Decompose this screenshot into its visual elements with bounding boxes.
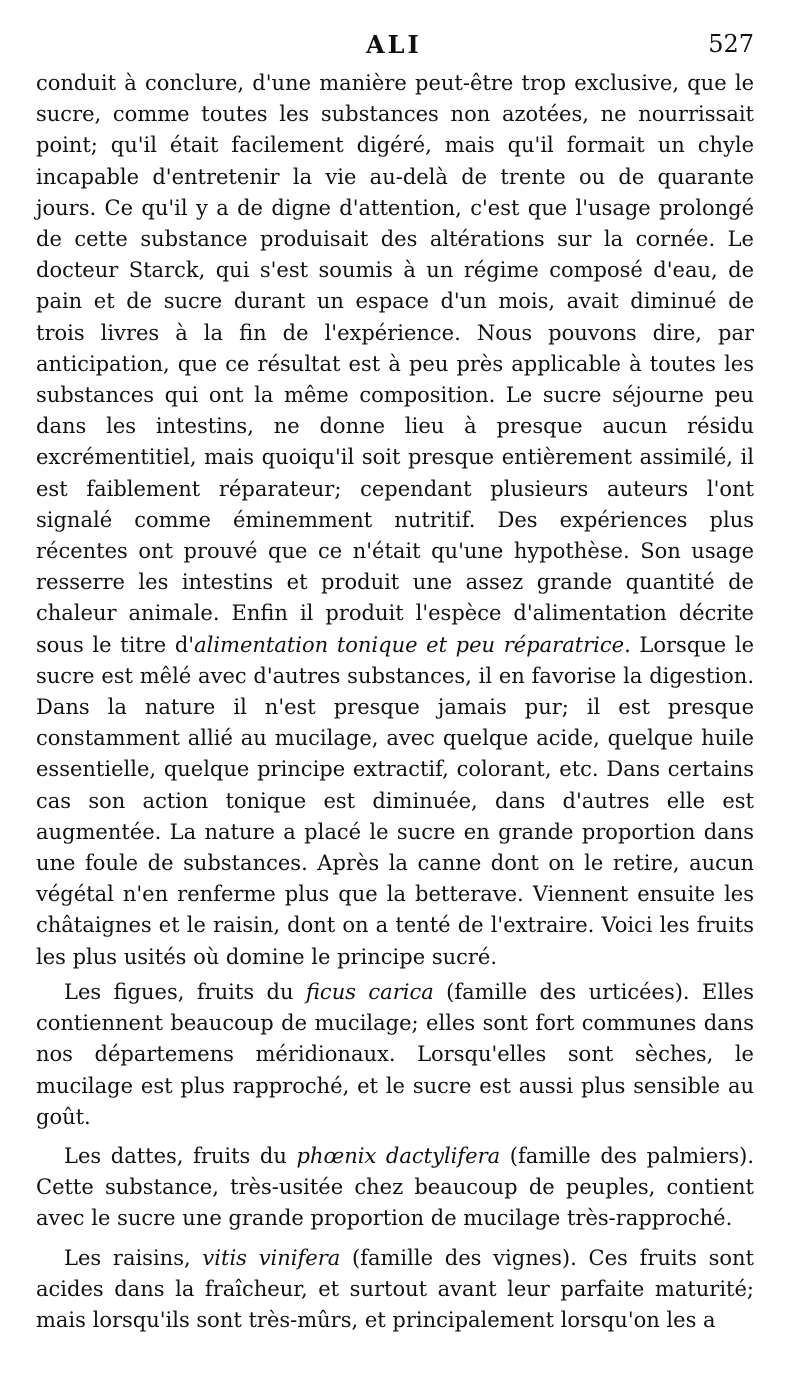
text-segment: Les raisins, <box>64 1245 203 1270</box>
latin-name: vitis vinifera <box>202 1245 341 1270</box>
paragraph-dattes <box>36 1141 754 1235</box>
text-segment: Les figues, fruits du <box>64 979 306 1004</box>
paragraph-figues <box>36 977 754 1133</box>
page-header <box>36 30 754 68</box>
body-text <box>36 68 754 1336</box>
page-number: 527 <box>708 30 754 58</box>
latin-name: ficus carica <box>305 979 434 1004</box>
italic-phrase: alimentation tonique et peu réparatrice <box>194 632 625 657</box>
book-page <box>36 30 754 1336</box>
text-segment: (famille des palmiers). Cette substance, très-usitée chez beaucoup de peuples, contient avec le sucre une grande proportion de mucilage très-rapproché. <box>36 1143 754 1231</box>
text-segment: (famille des urticées). Elles contiennent beaucoup de mucilage; elles sont fort communes dans nos départemens méridionaux. Lorsqu'elles sont sèches, le mucilage est plus rapproché, et le sucre est aussi plus sensible au goût. <box>36 979 754 1129</box>
running-head: ALI <box>366 30 422 59</box>
text-segment: Les dattes, fruits du <box>64 1143 297 1168</box>
paragraph-sucre <box>36 68 754 973</box>
text-segment: . Lorsque le sucre est mêlé avec d'autres substances, il en favorise la digestion. Dans la nature il n'est presque jamais pur; il est presque constamment allié au mucilage, avec quelque acide, quelque huile essentielle, quelque principe extractif, colorant, etc. Dans certains cas son action tonique est diminuée, dans d'autres elle est augmentée. La nature a placé le sucre en grande proportion dans une foule de substances. Après la canne dont on le retire, aucun végétal n'en renferme plus que la betterave. Viennent ensuite les châtaignes et le raisin, dont on a tenté de l'extraire. Voici les fruits les plus usités où domine le principe sucré. <box>36 632 754 969</box>
latin-name: phœnix dactylifera <box>296 1143 501 1168</box>
text-segment: conduit à conclure, d'une manière peut-être trop exclusive, que le sucre, comme toutes les substances non azotées, ne nourrissait point; qu'il était facilement digéré, mais qu'il formait un chyle incapable d'entretenir la vie au-delà de trente ou de quarante jours. Ce qu'il y a de digne d'attention, c'est que l'usage prolongé de cette substance produisait des altérations sur la cornée. Le docteur Starck, qui s'est soumis à un régime composé d'eau, de pain et de sucre durant un espace d'un mois, avait diminué de trois livres à la fin de l'expérience. Nous pouvons dire, par anticipation, que ce résultat est à peu près applicable à toutes les substances qui ont la même composition. Le sucre séjourne peu dans les intestins, ne donne lieu à presque aucun résidu excrémentitiel, mais quoiqu'il soit presque entièrement assimilé, il est faiblement réparateur; cependant plusieurs auteurs l'ont signalé comme éminemment nutritif. Des expériences plus récentes ont prouvé que ce n'était qu'une hypothèse. Son usage resserre les intestins et produit une assez grande quantité de chaleur animale. Enfin il produit l'espèce d'alimentation décrite sous le titre d' <box>36 71 754 657</box>
paragraph-raisins <box>36 1243 754 1337</box>
text-segment: (famille des vignes). Ces fruits sont acides dans la fraîcheur, et surtout avant leur parfaite maturité; mais lorsqu'ils sont très-mûrs, et principalement lorsqu'on les a <box>36 1245 754 1332</box>
